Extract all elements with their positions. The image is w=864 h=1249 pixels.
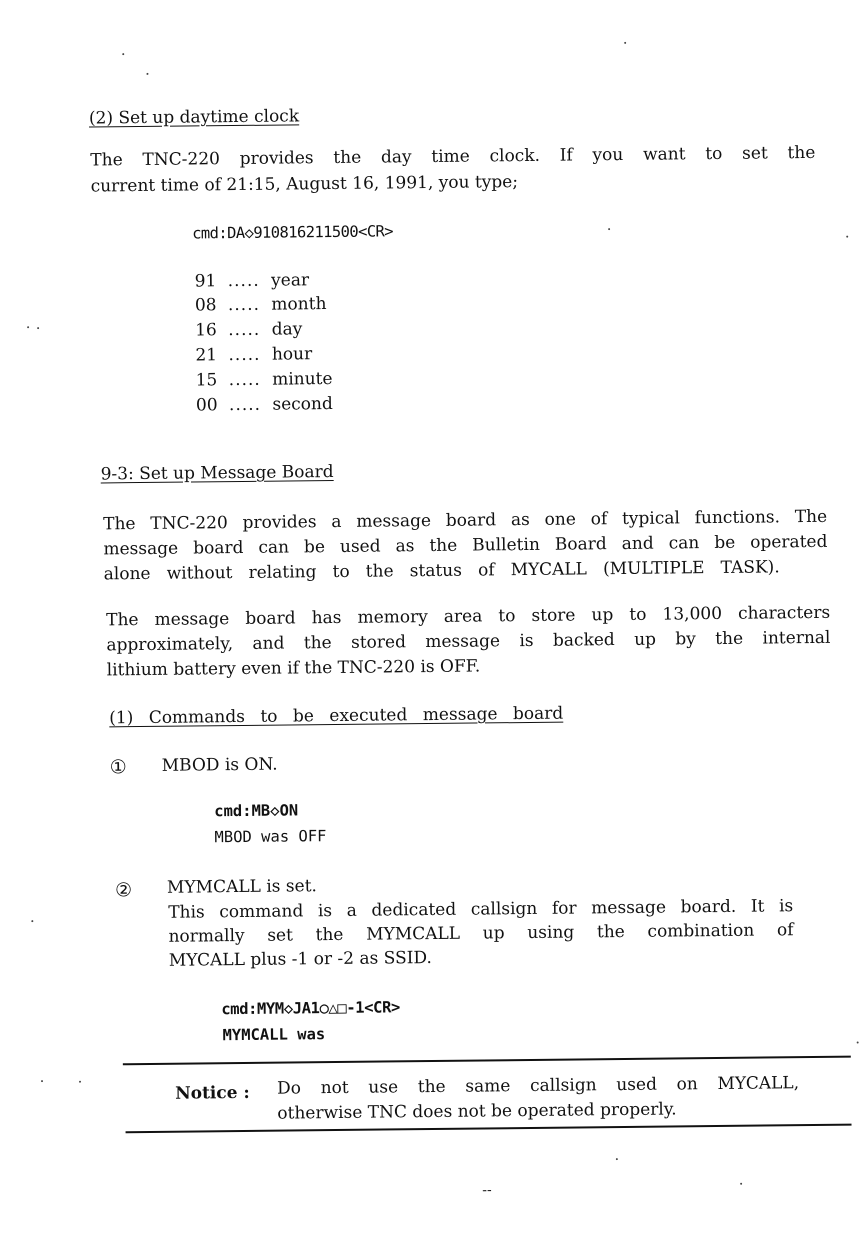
clock-field-separator: ..... (227, 294, 261, 316)
scan-speck (79, 1081, 81, 1083)
clock-field-label: month (271, 294, 327, 315)
clock-field-row (196, 368, 333, 391)
board-para1-line: alone without relating to the status of MYCALL (MULTIPLE TASK). (103, 557, 780, 585)
board-para1-line: The TNC-220 provides a message board as one of typical functions. The (103, 506, 828, 535)
clock-field-separator: ..... (228, 394, 262, 416)
item-2-desc-line: normally set the MYMCALL up using the combination of (168, 920, 794, 947)
scan-speck (616, 1158, 618, 1160)
item-1-marker: ① (109, 756, 127, 779)
board-para2-line: approximately, and the stored message is backed up by the internal (106, 627, 831, 656)
item-1-text: MBOD is ON. (161, 754, 278, 776)
scan-speck (31, 920, 33, 922)
footer-mark: -- (482, 1182, 492, 1199)
notice-bottom-rule (126, 1124, 852, 1134)
notice-line: Do not use the same callsign used on MYCALL, (277, 1073, 800, 1099)
board-para2-line: lithium battery even if the TNC-220 is OFF. (106, 656, 481, 681)
scan-speck (37, 327, 39, 329)
clock-field-value: 16 (195, 320, 217, 341)
clock-field-label: day (271, 319, 303, 340)
clock-field-row (195, 318, 302, 341)
clock-field-label: second (272, 394, 333, 415)
scan-speck (846, 236, 848, 238)
clock-field-separator: ..... (228, 319, 261, 341)
clock-intro-line-2: current time of 21:15, August 16, 1991, you type; (90, 172, 519, 197)
scan-speck (624, 42, 626, 44)
notice-label: Notice : (175, 1082, 250, 1104)
clock-field-row (195, 293, 327, 316)
clock-field-value: 91 (194, 271, 217, 292)
clock-field-value: 15 (195, 370, 218, 391)
clock-field-row (195, 269, 310, 292)
clock-section-heading: (2) Set up daytime clock (88, 106, 300, 129)
commands-sub-heading: (1) Commands to be executed message board (109, 703, 564, 729)
scan-speck (122, 53, 124, 55)
scan-speck (740, 1183, 742, 1185)
item-2-text: MYMCALL is set. (166, 876, 317, 898)
clock-field-separator: ..... (228, 369, 261, 391)
item-2-command: cmd:MYM◇JA1○△□-1<CR> (221, 998, 400, 1019)
item-2-response: MYMCALL was (222, 1025, 326, 1045)
board-section-heading: 9-3: Set up Message Board (100, 462, 334, 485)
board-para2-line: The message board has memory area to store up to 13,000 characters (106, 602, 831, 631)
notice-top-rule (123, 1056, 851, 1066)
clock-field-label: year (271, 270, 310, 291)
clock-field-separator: ..... (228, 344, 261, 366)
clock-field-value: 00 (195, 395, 218, 416)
board-para1-line: message board can be used as the Bulletin Board and can be operated (103, 531, 828, 560)
clock-field-separator: ..... (227, 270, 260, 292)
scan-speck (27, 326, 29, 328)
clock-field-value: 21 (195, 345, 218, 366)
clock-command: cmd:DA◇910816211500<CR> (192, 222, 394, 243)
clock-field-row (195, 343, 312, 366)
clock-field-label: hour (271, 344, 313, 365)
item-1-response: MBOD was OFF (214, 827, 327, 847)
notice-line: otherwise TNC does not be operated properly. (277, 1099, 677, 1124)
scan-speck (608, 228, 610, 230)
item-1-command: cmd:MB◇ON (214, 801, 299, 821)
clock-field-label: minute (272, 369, 333, 390)
scan-speck (857, 1042, 859, 1044)
scan-speck (146, 73, 148, 75)
clock-field-value: 08 (194, 295, 217, 316)
clock-field-row (196, 393, 333, 416)
item-2-marker: ② (114, 879, 133, 902)
scan-speck (41, 1080, 43, 1082)
clock-intro-line-1: The TNC-220 provides the day time clock. If you want to set the (90, 142, 816, 171)
item-2-desc-line: This command is a dedicated callsign for message board. It is (168, 896, 794, 923)
item-2-desc-line: MYCALL plus -1 or -2 as SSID. (168, 948, 432, 971)
